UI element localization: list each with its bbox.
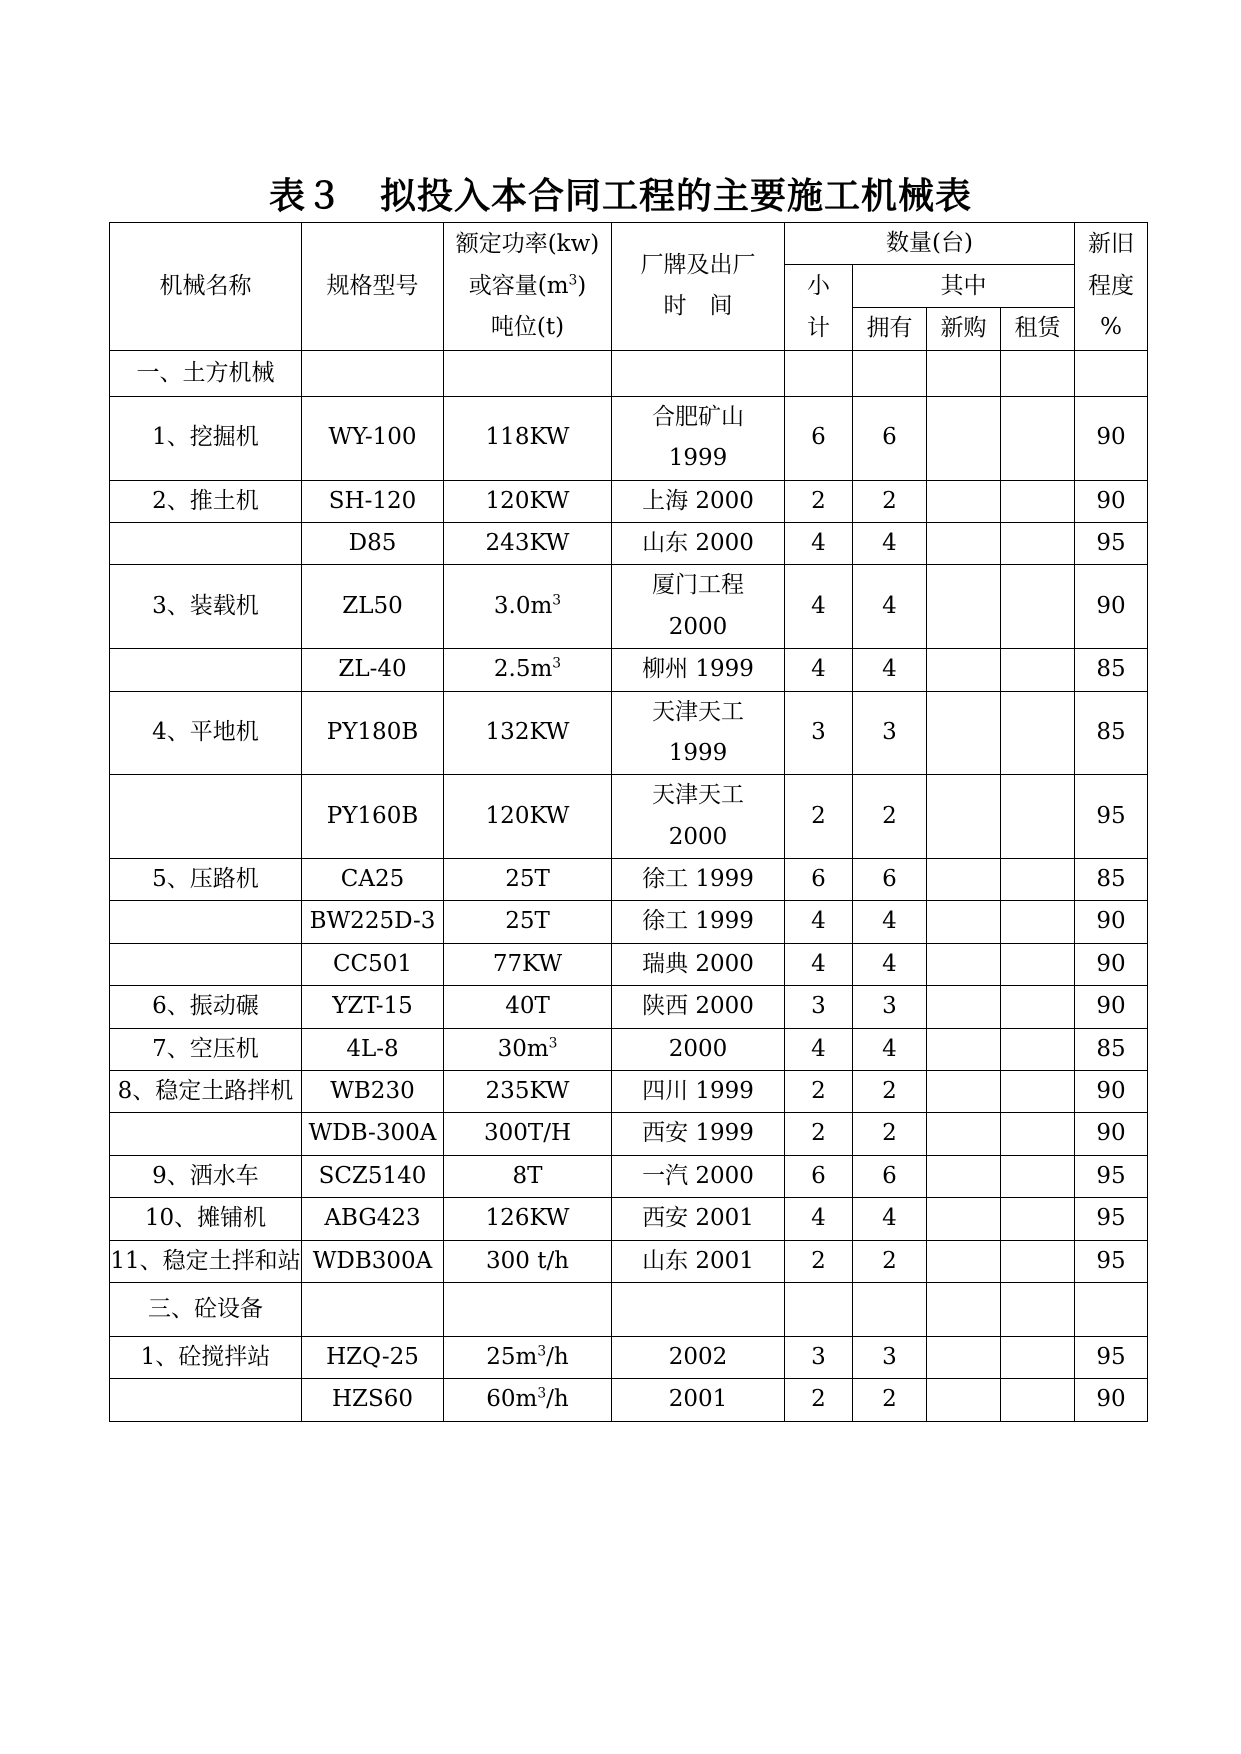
new-cell [927, 1198, 1001, 1240]
lease-cell [1001, 522, 1075, 564]
subtotal-cell [785, 350, 853, 396]
power-cell: $2.5m^3$ [444, 649, 612, 691]
maker-cell: 徐工 1999 [612, 859, 785, 901]
header-subtotal-line2: 计 [807, 314, 830, 341]
lease-cell [1001, 775, 1075, 859]
table-row [110, 1282, 1148, 1336]
new-cell [927, 1071, 1001, 1113]
header-power [444, 223, 612, 351]
machine-name-cell: 3、装载机 [110, 565, 302, 649]
condition-cell: 90 [1075, 901, 1148, 943]
maker-cell: 2002 [612, 1336, 785, 1378]
new-cell [927, 1113, 1001, 1155]
maker-cell: 山东 2001 [612, 1240, 785, 1282]
model-cell: PY160B [302, 775, 444, 859]
maker-cell: 瑞典 2000 [612, 943, 785, 985]
subtotal-cell: 6 [785, 1155, 853, 1197]
lease-cell [1001, 1071, 1075, 1113]
machine-name-cell: 一、土方机械 [110, 350, 302, 396]
condition-cell: 85 [1075, 691, 1148, 775]
model-cell: BW225D-3 [302, 901, 444, 943]
model-cell: SCZ5140 [302, 1155, 444, 1197]
new-cell [927, 986, 1001, 1028]
header-quantity: 数量(台) [785, 223, 1075, 265]
power-cell [444, 350, 612, 396]
header-power-line1: 额定功率(kw) [455, 231, 600, 258]
own-cell: 4 [853, 649, 927, 691]
own-cell: 2 [853, 1240, 927, 1282]
model-cell [302, 1282, 444, 1336]
subtotal-cell: 2 [785, 775, 853, 859]
power-cell: $3.0m^3$ [444, 565, 612, 649]
subtotal-cell: 3 [785, 986, 853, 1028]
maker-cell: 陕西 2000 [612, 986, 785, 1028]
machine-name-cell [110, 649, 302, 691]
table-row [110, 1113, 1148, 1155]
condition-cell: 95 [1075, 1336, 1148, 1378]
model-cell [302, 350, 444, 396]
table-row [110, 943, 1148, 985]
subtotal-cell: 4 [785, 1198, 853, 1240]
machine-name-cell: 1、挖掘机 [110, 396, 302, 480]
header-maker-line1: 厂牌及出厂 [640, 252, 756, 278]
subtotal-cell [785, 1282, 853, 1336]
model-cell: HZS60 [302, 1379, 444, 1421]
power-cell: $30m^3$ [444, 1028, 612, 1070]
power-cell: $60m^3/h$ [444, 1379, 612, 1421]
header-condition [1075, 223, 1148, 351]
maker-cell: 天津天工 2000 [612, 775, 785, 859]
machine-name-cell: 三、砼设备 [110, 1282, 302, 1336]
table-row [110, 1198, 1148, 1240]
new-cell [927, 565, 1001, 649]
own-cell: 6 [853, 859, 927, 901]
model-cell: SH-120 [302, 480, 444, 522]
lease-cell [1001, 943, 1075, 985]
header-condition-line3: % [1100, 314, 1122, 341]
lease-cell [1001, 1379, 1075, 1421]
power-cell: 120KW [444, 480, 612, 522]
subtotal-cell: 2 [785, 480, 853, 522]
lease-cell [1001, 1198, 1075, 1240]
header-of-which: 其中 [853, 265, 1075, 308]
lease-cell [1001, 1155, 1075, 1197]
header-power-line2: 或容量$(m^3)$ [468, 272, 587, 299]
own-cell: 4 [853, 901, 927, 943]
maker-cell: 西安 2001 [612, 1198, 785, 1240]
new-cell [927, 396, 1001, 480]
machine-name-cell: 9、洒水车 [110, 1155, 302, 1197]
table-row [110, 1155, 1148, 1197]
machine-name-cell: 6、振动碾 [110, 986, 302, 1028]
maker-cell: 2000 [612, 1028, 785, 1070]
own-cell: 2 [853, 1379, 927, 1421]
table-row [110, 859, 1148, 901]
condition-cell: 90 [1075, 480, 1148, 522]
own-cell: 2 [853, 480, 927, 522]
lease-cell [1001, 1282, 1075, 1336]
own-cell: 2 [853, 775, 927, 859]
subtotal-cell: 4 [785, 565, 853, 649]
table-row [110, 522, 1148, 564]
power-cell: 300T/H [444, 1113, 612, 1155]
header-lease: 租赁 [1001, 308, 1075, 350]
own-cell: 4 [853, 522, 927, 564]
lease-cell [1001, 565, 1075, 649]
own-cell: 3 [853, 986, 927, 1028]
own-cell: 2 [853, 1071, 927, 1113]
header-own: 拥有 [853, 308, 927, 350]
subtotal-cell: 4 [785, 901, 853, 943]
subtotal-cell: 6 [785, 396, 853, 480]
new-cell [927, 522, 1001, 564]
new-cell [927, 1155, 1001, 1197]
table-row [110, 350, 1148, 396]
condition-cell: 95 [1075, 775, 1148, 859]
page-title: 表３ 拟投入本合同工程的主要施工机械表 [268, 175, 972, 217]
condition-cell: 90 [1075, 943, 1148, 985]
maker-cell: 柳州 1999 [612, 649, 785, 691]
machine-name-cell: 1、砼搅拌站 [110, 1336, 302, 1378]
subtotal-cell: 2 [785, 1071, 853, 1113]
model-cell: ZL50 [302, 565, 444, 649]
condition-cell [1075, 350, 1148, 396]
table-row [110, 480, 1148, 522]
new-cell [927, 691, 1001, 775]
header-subtotal-line1: 小 [807, 273, 830, 300]
maker-cell: 山东 2000 [612, 522, 785, 564]
subtotal-cell: 6 [785, 859, 853, 901]
model-cell: WDB300A [302, 1240, 444, 1282]
power-cell: 25T [444, 901, 612, 943]
own-cell [853, 1282, 927, 1336]
maker-cell: 上海 2000 [612, 480, 785, 522]
condition-cell: 85 [1075, 1028, 1148, 1070]
header-condition-line2: 程度 [1088, 272, 1135, 299]
lease-cell [1001, 986, 1075, 1028]
maker-cell: 厦门工程 2000 [612, 565, 785, 649]
new-cell [927, 480, 1001, 522]
model-cell: YZT-15 [302, 986, 444, 1028]
own-cell: 2 [853, 1113, 927, 1155]
machine-name-cell [110, 1379, 302, 1421]
table-row [110, 649, 1148, 691]
table-row [110, 565, 1148, 649]
own-cell: 4 [853, 565, 927, 649]
model-cell: WDB-300A [302, 1113, 444, 1155]
lease-cell [1001, 901, 1075, 943]
new-cell [927, 649, 1001, 691]
header-maker [612, 223, 785, 351]
condition-cell: 85 [1075, 649, 1148, 691]
machine-name-cell [110, 522, 302, 564]
table-row [110, 1071, 1148, 1113]
power-cell: 25T [444, 859, 612, 901]
machine-name-cell: 11、稳定土拌和站 [110, 1240, 302, 1282]
subtotal-cell: 2 [785, 1379, 853, 1421]
new-cell [927, 943, 1001, 985]
power-cell: 235KW [444, 1071, 612, 1113]
maker-cell [612, 1282, 785, 1336]
machine-name-cell [110, 775, 302, 859]
power-cell: 40T [444, 986, 612, 1028]
header-model: 规格型号 [302, 223, 444, 351]
machine-name-cell: 2、推土机 [110, 480, 302, 522]
machine-name-cell: 4、平地机 [110, 691, 302, 775]
new-cell [927, 775, 1001, 859]
new-cell [927, 901, 1001, 943]
condition-cell: 90 [1075, 1071, 1148, 1113]
lease-cell [1001, 859, 1075, 901]
machine-name-cell [110, 943, 302, 985]
subtotal-cell: 3 [785, 691, 853, 775]
lease-cell [1001, 1336, 1075, 1378]
lease-cell [1001, 1028, 1075, 1070]
machine-name-cell: 8、稳定土路拌机 [110, 1071, 302, 1113]
machine-name-cell: 10、摊铺机 [110, 1198, 302, 1240]
maker-cell: 合肥矿山 1999 [612, 396, 785, 480]
new-cell [927, 1282, 1001, 1336]
subtotal-cell: 3 [785, 1336, 853, 1378]
machine-name-cell [110, 901, 302, 943]
lease-cell [1001, 396, 1075, 480]
table-row [110, 901, 1148, 943]
subtotal-cell: 4 [785, 649, 853, 691]
condition-cell: 90 [1075, 986, 1148, 1028]
subtotal-cell: 2 [785, 1240, 853, 1282]
power-cell: 77KW [444, 943, 612, 985]
power-cell: 8T [444, 1155, 612, 1197]
header-subtotal [785, 265, 853, 350]
power-cell: 118KW [444, 396, 612, 480]
model-cell: ZL-40 [302, 649, 444, 691]
own-cell: 3 [853, 1336, 927, 1378]
power-cell: 243KW [444, 522, 612, 564]
new-cell [927, 1240, 1001, 1282]
maker-cell: 四川 1999 [612, 1071, 785, 1113]
lease-cell [1001, 1240, 1075, 1282]
condition-cell: 90 [1075, 1379, 1148, 1421]
model-cell: CA25 [302, 859, 444, 901]
condition-cell: 90 [1075, 565, 1148, 649]
maker-cell: 2001 [612, 1379, 785, 1421]
own-cell: 4 [853, 1028, 927, 1070]
table-row [110, 1379, 1148, 1421]
subtotal-cell: 2 [785, 1113, 853, 1155]
table-row [110, 986, 1148, 1028]
table-row [110, 775, 1148, 859]
own-cell [853, 350, 927, 396]
machine-name-cell: 7、空压机 [110, 1028, 302, 1070]
table-row [110, 1240, 1148, 1282]
power-cell: $25m^3/h$ [444, 1336, 612, 1378]
maker-cell: 天津天工 1999 [612, 691, 785, 775]
model-cell: WY-100 [302, 396, 444, 480]
header-new: 新购 [927, 308, 1001, 350]
new-cell [927, 1379, 1001, 1421]
header-power-line3: 吨位(t) [490, 314, 565, 341]
condition-cell: 95 [1075, 1198, 1148, 1240]
maker-cell [612, 350, 785, 396]
table-row [110, 691, 1148, 775]
lease-cell [1001, 649, 1075, 691]
new-cell [927, 350, 1001, 396]
model-cell: PY180B [302, 691, 444, 775]
maker-cell: 徐工 1999 [612, 901, 785, 943]
machine-name-cell: 5、压路机 [110, 859, 302, 901]
power-cell: 300 t/h [444, 1240, 612, 1282]
header-name: 机械名称 [110, 223, 302, 351]
lease-cell [1001, 691, 1075, 775]
table-row [110, 396, 1148, 480]
model-cell: HZQ-25 [302, 1336, 444, 1378]
condition-cell: 95 [1075, 1155, 1148, 1197]
model-cell: ABG423 [302, 1198, 444, 1240]
condition-cell [1075, 1282, 1148, 1336]
header-maker-line2: 时 间 [663, 293, 733, 320]
own-cell: 4 [853, 943, 927, 985]
model-cell: WB230 [302, 1071, 444, 1113]
header-condition-line1: 新旧 [1088, 231, 1135, 258]
power-cell [444, 1282, 612, 1336]
condition-cell: 95 [1075, 1240, 1148, 1282]
maker-cell: 西安 1999 [612, 1113, 785, 1155]
own-cell: 4 [853, 1198, 927, 1240]
condition-cell: 90 [1075, 1113, 1148, 1155]
table-row [110, 1028, 1148, 1070]
condition-cell: 85 [1075, 859, 1148, 901]
own-cell: 6 [853, 1155, 927, 1197]
lease-cell [1001, 1113, 1075, 1155]
machinery-table [109, 222, 1148, 1422]
power-cell: 120KW [444, 775, 612, 859]
model-cell: D85 [302, 522, 444, 564]
new-cell [927, 859, 1001, 901]
condition-cell: 90 [1075, 396, 1148, 480]
machine-name-cell [110, 1113, 302, 1155]
power-cell: 126KW [444, 1198, 612, 1240]
maker-cell: 一汽 2000 [612, 1155, 785, 1197]
model-cell: CC501 [302, 943, 444, 985]
lease-cell [1001, 480, 1075, 522]
own-cell: 6 [853, 396, 927, 480]
subtotal-cell: 4 [785, 1028, 853, 1070]
subtotal-cell: 4 [785, 522, 853, 564]
condition-cell: 95 [1075, 522, 1148, 564]
own-cell: 3 [853, 691, 927, 775]
table-row [110, 1336, 1148, 1378]
power-cell: 132KW [444, 691, 612, 775]
model-cell: 4L-8 [302, 1028, 444, 1070]
new-cell [927, 1336, 1001, 1378]
lease-cell [1001, 350, 1075, 396]
subtotal-cell: 4 [785, 943, 853, 985]
new-cell [927, 1028, 1001, 1070]
